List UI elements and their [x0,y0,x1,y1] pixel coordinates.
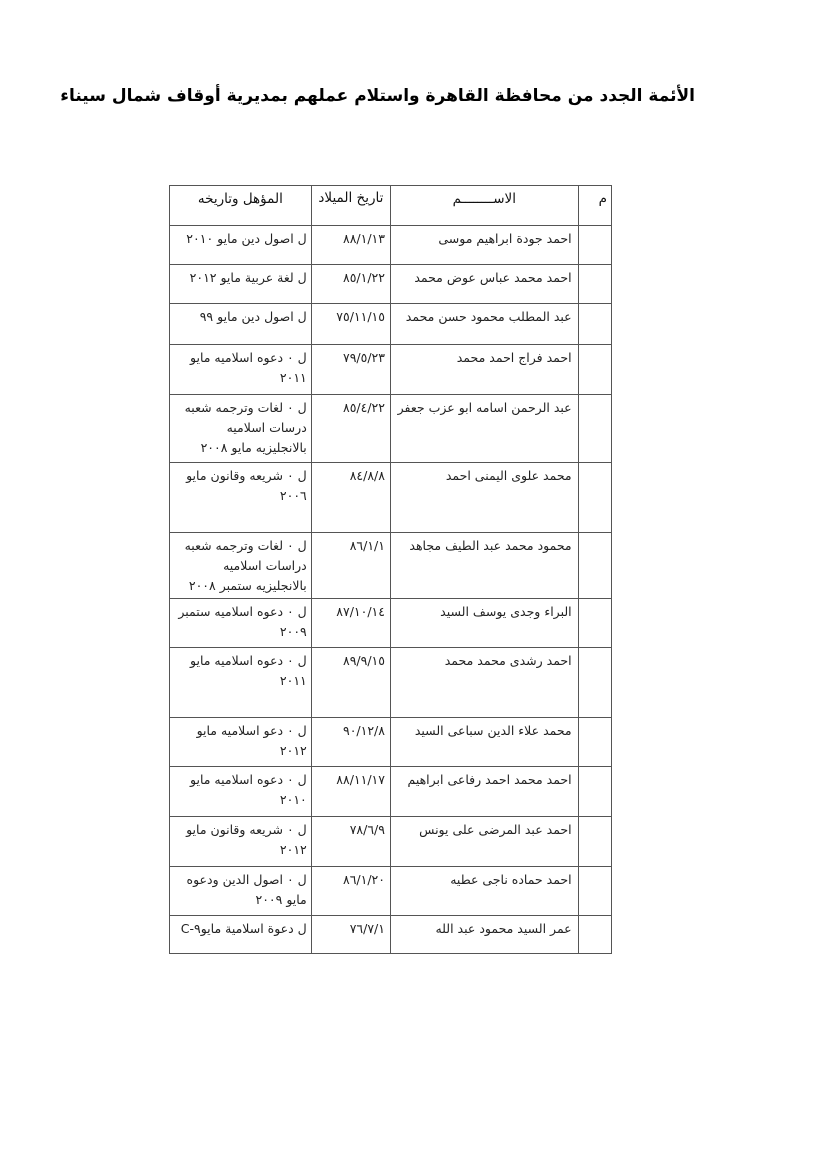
cell-name: احمد رشدى محمد محمد [390,648,578,718]
cell-dob: ٩٠/١٢/٨ [311,718,390,767]
cell-name: محمود محمد عبد الطيف مجاهد [390,533,578,599]
cell-dob: ٨٧/١٠/١٤ [311,599,390,648]
table-row [170,718,612,767]
cell-dob: ٨٤/٨/٨ [311,463,390,533]
table-row [170,265,612,304]
header-number: م [578,186,611,226]
cell-dob: ٧٦/٧/١ [311,916,390,954]
cell-name: احمد حماده ناجى عطيه [390,867,578,916]
table-row [170,599,612,648]
cell-number [578,533,611,599]
table-row [170,533,612,599]
table-row [170,817,612,867]
cell-name: احمد محمد احمد رفاعى ابراهيم [390,767,578,817]
table-row [170,648,612,718]
cell-number [578,867,611,916]
table-row [170,916,612,954]
cell-qualification: ل ٠ اصول الدين ودعوه مايو ٢٠٠٩ [170,867,312,916]
cell-name: احمد فراج احمد محمد [390,345,578,395]
table-row [170,463,612,533]
table-row [170,395,612,463]
header-dob: تاريخ الميلاد [311,186,390,226]
cell-dob: ٨٦/١/١ [311,533,390,599]
cell-qualification: ل اصول دين مايو ٩٩ [170,304,312,345]
cell-qualification: ل ٠ دعوه اسلاميه مايو ٢٠١١ [170,345,312,395]
table-row [170,867,612,916]
cell-qualification: ل ٠ دعو اسلاميه مايو ٢٠١٢ [170,718,312,767]
cell-dob: ٨٥/٤/٢٢ [311,395,390,463]
table-header-row [170,186,612,226]
cell-qualification: ل ٠ شريعه وقانون مايو ٢٠٠٦ [170,463,312,533]
cell-number [578,599,611,648]
cell-number [578,265,611,304]
table-row [170,304,612,345]
cell-name: عمر السيد محمود عبد الله [390,916,578,954]
cell-name: احمد عبد المرضى على يونس [390,817,578,867]
cell-dob: ٧٥/١١/١٥ [311,304,390,345]
cell-number [578,767,611,817]
cell-dob: ٨٩/٩/١٥ [311,648,390,718]
cell-qualification: ل دعوة اسلامية مايو٩-C [170,916,312,954]
cell-name: عبد المطلب محمود حسن محمد [390,304,578,345]
cell-dob: ٨٦/١/٢٠ [311,867,390,916]
cell-name: عبد الرحمن اسامه ابو عزب جعفر [390,395,578,463]
imams-table [169,185,612,954]
cell-name: محمد علاء الدين سباعى السيد [390,718,578,767]
table-row [170,345,612,395]
header-name: الاســــــــم [390,186,578,226]
cell-number [578,395,611,463]
cell-dob: ٧٨/٦/٩ [311,817,390,867]
cell-number [578,916,611,954]
cell-name: احمد جودة ابراهيم موسى [390,226,578,265]
cell-number [578,648,611,718]
cell-qualification: ل لغة عربية مايو ٢٠١٢ [170,265,312,304]
table-row [170,767,612,817]
cell-number [578,817,611,867]
cell-dob: ٨٨/١/١٣ [311,226,390,265]
cell-qualification: ل ٠ دعوه اسلاميه مايو ٢٠١٠ [170,767,312,817]
page-title: الأئمة الجدد من محافظة القاهرة واستلام عملهم بمديرية أوقاف شمال سيناء [60,86,695,106]
cell-name: محمد علوى اليمنى احمد [390,463,578,533]
table-row [170,226,612,265]
cell-number [578,718,611,767]
cell-qualification: ل ٠ دعوه اسلاميه مايو ٢٠١١ [170,648,312,718]
cell-qualification: ل ٠ لغات وترجمه شعبه درسات اسلاميه بالانجليزيه مايو ٢٠٠٨ [170,395,312,463]
cell-qualification: ل اصول دين مايو ٢٠١٠ [170,226,312,265]
cell-dob: ٨٥/١/٢٢ [311,265,390,304]
cell-dob: ٨٨/١١/١٧ [311,767,390,817]
cell-name: البراء وجدى يوسف السيد [390,599,578,648]
cell-qualification: ل ٠ لغات وترجمه شعبه دراسات اسلاميه بالانجليزيه ستمبر ٢٠٠٨ [170,533,312,599]
cell-number [578,463,611,533]
cell-name: احمد محمد عباس عوض محمد [390,265,578,304]
cell-number [578,226,611,265]
header-qualification: المؤهل وتاريخه [170,186,312,226]
cell-qualification: ل ٠ دعوه اسلاميه ستمبر ٢٠٠٩ [170,599,312,648]
cell-dob: ٧٩/٥/٢٣ [311,345,390,395]
cell-qualification: ل ٠ شريعه وقانون مايو ٢٠١٢ [170,817,312,867]
cell-number [578,304,611,345]
cell-number [578,345,611,395]
